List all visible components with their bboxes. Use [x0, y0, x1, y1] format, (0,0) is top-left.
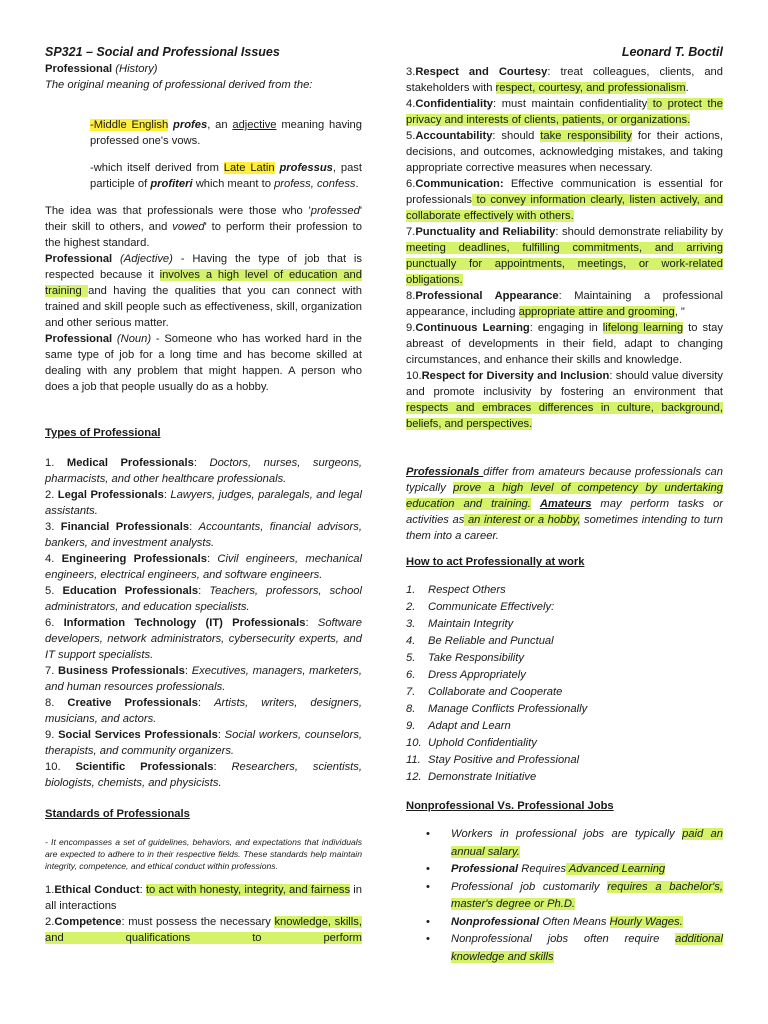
list-item: 6. Information Technology (IT) Professionals: Software developers, network administrators, cybersecurity experts, and IT support specialists.	[45, 617, 363, 661]
list-item: • Professional job customarily requires a bachelor's, master's degree or Ph.D.	[406, 879, 723, 914]
list-item: 5. Take Responsibility	[406, 652, 524, 664]
standard-continuous-learning: 9.Continuous Learning: engaging in lifelong learning to stay abreast of developments in their field, adapt to changing circumstances, and enhance their skills and knowledge.	[406, 322, 723, 366]
list-item: 8. Creative Professionals: Artists, writers, designers, musicians, and actors.	[45, 697, 362, 725]
origin-sentence: The original meaning of professional derived from the:	[45, 79, 313, 91]
idea-paragraph: The idea was that professionals were those who 'professed' their skill to others, and vowed' to perform their profession to the highest standard.	[45, 205, 362, 249]
middle-english-paragraph: -Middle English profes, an adjective meaning having professed one's vows.	[90, 119, 362, 147]
how-to-act-title: How to act Professionally at work	[406, 556, 585, 568]
list-item: 2. Communicate Effectively:	[406, 601, 555, 613]
list-item: • Professional Requires Advanced Learning	[406, 861, 723, 879]
list-item: • Workers in professional jobs are typically paid an annual salary.	[406, 826, 723, 861]
list-item: 1. Medical Professionals: Doctors, nurses, surgeons, pharmacists, and other healthcare professionals.	[45, 457, 363, 485]
header-author: Leonard T. Boctil	[621, 45, 723, 59]
standard-accountability: 5.Accountability: should take responsibility for their actions, decisions, and outcomes, acknowledging mistakes, and taking appropriate corrective measures when necessary.	[406, 130, 724, 174]
list-item: • Nonprofessional jobs often require additional knowledge and skills	[406, 931, 723, 966]
standard-competence: 2.Competence: must possess the necessary knowledge, skills, and qualifications to perform	[45, 916, 362, 944]
standards-intro: - It encompasses a set of guidelines, behaviors, and expectations that individuals are expected to adhere to in their respective fields. These standards help maintain integrity, competence, and ethical conduct within professions.	[45, 837, 362, 871]
list-item: 10. Scientific Professionals: Researchers, scientists, biologists, chemists, and physicists.	[45, 761, 362, 789]
adjective-definition: Professional (Adjective) - Having the type of job that is respected because it involves a high level of education and training and having the qualities that you can connect with trained and skill people such as effectiveness, skill, organization and other serious matter.	[45, 253, 362, 329]
right-column	[406, 64, 723, 966]
standard-confidentiality: 4.Confidentiality: must maintain confidentiality to protect the privacy and interests of clients, patients, or organizations.	[406, 98, 723, 126]
standard-diversity: 10.Respect for Diversity and Inclusion: should value diversity and promote inclusivity by fostering an environment that respects and embraces differences in culture, background, beliefs, and perspectives.	[406, 370, 723, 430]
list-item: 4. Be Reliable and Punctual	[406, 635, 554, 647]
list-item: 7. Business Professionals: Executives, managers, marketers, and human resources professionals.	[45, 665, 362, 693]
list-item: 11. Stay Positive and Professional	[406, 754, 580, 766]
list-item: 7. Collaborate and Cooperate	[406, 686, 563, 698]
standard-punctuality: 7.Punctuality and Reliability: should demonstrate reliability by meeting deadlines, fulfilling commitments, and arriving punctually for appointments, meetings, or work-related obligations.	[406, 226, 723, 286]
left-column	[45, 61, 362, 946]
types-title: Types of Professional	[45, 427, 161, 439]
list-item: 3. Financial Professionals: Accountants, financial advisors, bankers, and investment analysts.	[45, 521, 362, 549]
standard-appearance: 8.Professional Appearance: Maintaining a professional appearance, including appropriate attire and grooming, "	[406, 290, 723, 318]
list-item: 6. Dress Appropriately	[406, 669, 526, 681]
list-item: 9. Social Services Professionals: Social workers, counselors, therapists, and community organizers.	[45, 729, 363, 757]
header-course-title: SP321 – Social and Professional Issues	[45, 45, 280, 59]
list-item: 3. Maintain Integrity	[406, 618, 514, 630]
list-item: 8. Manage Conflicts Professionally	[406, 703, 588, 715]
list-item: • Nonprofessional Often Means Hourly Wages.	[406, 914, 723, 932]
professional-history-heading: Professional (History)	[45, 63, 158, 75]
amateurs-paragraph: Professionals differ from amateurs because professionals can typically prove a high level of competency by undertaking education and training. Amateurs may perform tasks or activities as an interest or a hobby, sometimes intending to turn them into a career.	[406, 466, 723, 542]
standard-communication: 6.Communication: Effective communication is essential for professionals to convey information clearly, listen actively, and collaborate effectively with others.	[406, 178, 723, 222]
types-list	[45, 455, 362, 791]
nonprofessional-list	[406, 826, 723, 966]
late-latin-paragraph: -which itself derived from Late Latin professus, past participle of profiteri which meant to profess, confess.	[90, 162, 362, 190]
list-item: 9. Adapt and Learn	[406, 720, 511, 732]
list-item: 1. Respect Others	[406, 584, 506, 596]
standards-title: Standards of Professionals	[45, 808, 190, 820]
list-item: 2. Legal Professionals: Lawyers, judges, paralegals, and legal assistants.	[45, 489, 363, 517]
list-item: 10. Uphold Confidentiality	[406, 737, 537, 749]
standard-respect: 3.Respect and Courtesy: treat colleagues, clients, and stakeholders with respect, courtesy, and professionalism.	[406, 66, 723, 94]
nonprofessional-title: Nonprofessional Vs. Professional Jobs	[406, 800, 614, 812]
list-item: 5. Education Professionals: Teachers, professors, school administrators, and education specialists.	[45, 585, 362, 613]
list-item: 4. Engineering Professionals: Civil engineers, mechanical engineers, electrical engineers, and software engineers.	[45, 553, 362, 581]
noun-definition: Professional (Noun) - Someone who has worked hard in the same type of job for a long time and has become skilled at dealing with any problem that might happen. A person who does a job that people usually do as a hobby.	[45, 333, 362, 393]
list-item: 12. Demonstrate Initiative	[406, 771, 537, 783]
how-to-act-list	[406, 582, 723, 786]
standard-ethical-conduct: 1.Ethical Conduct: to act with honesty, integrity, and fairness in all interactions	[45, 884, 363, 912]
